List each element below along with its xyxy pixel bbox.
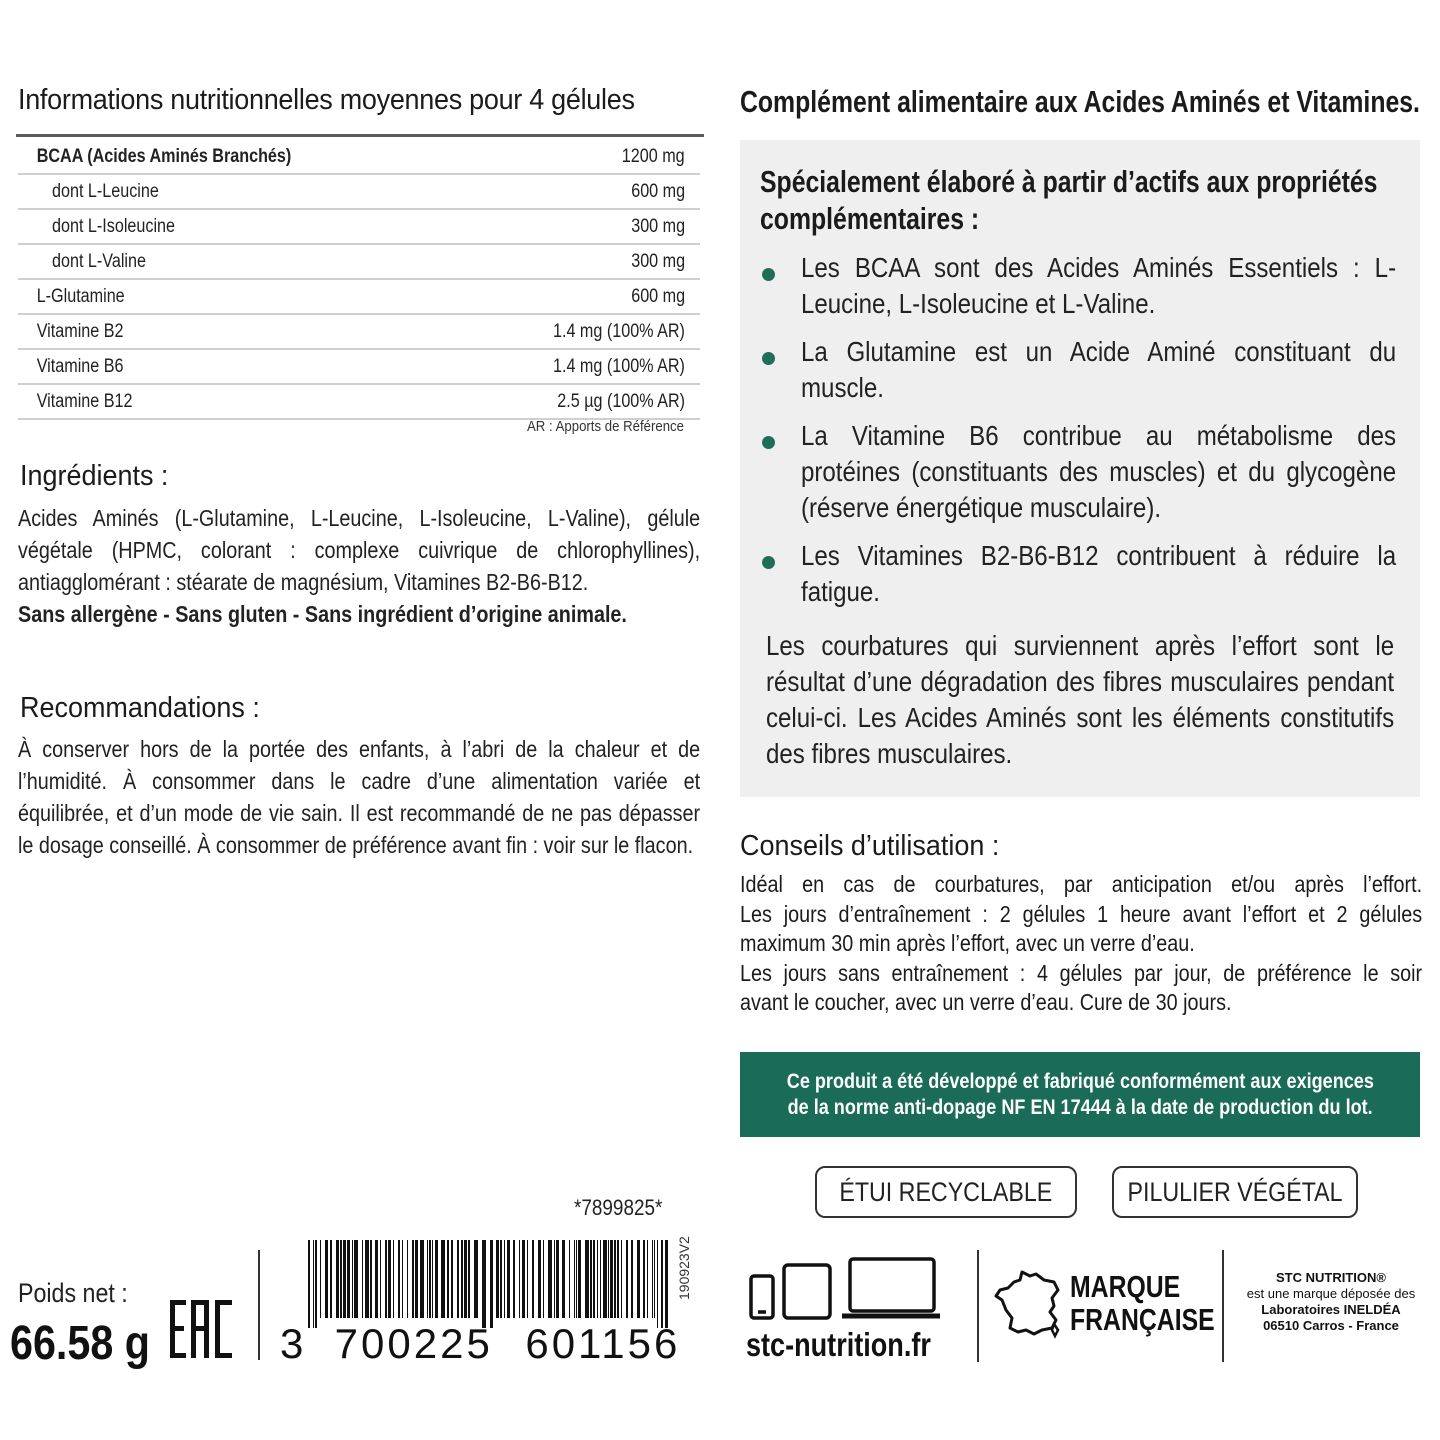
barcode-bar <box>504 1240 505 1318</box>
nutrition-label: dont L-Leucine <box>52 180 159 202</box>
barcode-bar <box>380 1240 381 1318</box>
barcode-bar <box>393 1240 394 1318</box>
barcode-bar <box>631 1240 633 1318</box>
barcode-bar <box>336 1240 339 1318</box>
list-item <box>762 418 1396 526</box>
nutrition-row-b6 <box>18 350 700 385</box>
barcode-bar <box>415 1240 418 1318</box>
banner-line: de la norme anti-dopage NF EN 17444 à la date de production du lot. <box>787 1095 1373 1119</box>
nutrition-row-valine <box>18 245 700 280</box>
barcode-bar <box>513 1240 515 1318</box>
benefits-heading: Spécialement élaboré à partir d’actifs aux propriétés complémentaires : <box>760 164 1378 236</box>
barcode-bar <box>522 1240 525 1318</box>
usage-line: maximum 30 min après l’effort, avec un verre d’eau. <box>740 930 1195 956</box>
barcode-bar <box>474 1240 478 1318</box>
product-title: Complément alimentaire aux Acides Aminés et Vitamines. <box>740 84 1420 119</box>
net-weight-value: 66.58 g <box>10 1317 150 1370</box>
barcode-bar <box>597 1240 598 1318</box>
divider <box>1222 1250 1224 1362</box>
badge-label: ÉTUI RECYCLABLE <box>839 1176 1053 1207</box>
french-brand-line: MARQUE <box>1070 1269 1181 1304</box>
barcode-bar <box>354 1240 358 1318</box>
nutrition-value: 1.4 mg (100% AR) <box>552 355 685 377</box>
french-brand-label <box>1070 1270 1215 1336</box>
barcode-bar <box>490 1240 493 1328</box>
usage-section <box>740 870 1422 1018</box>
barcode-bar <box>538 1240 541 1318</box>
barcode-bar <box>370 1240 372 1318</box>
anti-doping-banner <box>740 1052 1420 1137</box>
barcode-bar <box>600 1240 601 1318</box>
reference-intake-note: AR : Apports de Référence <box>526 418 684 435</box>
bullet-dot-icon <box>762 436 775 449</box>
recommendations-heading: Recommandations : <box>20 692 260 724</box>
nutrition-label: Vitamine B12 <box>36 390 133 412</box>
nutrition-label: dont L-Valine <box>52 250 146 272</box>
barcode-bar <box>507 1240 510 1318</box>
eac-logo-icon <box>170 1300 232 1358</box>
french-brand-line: FRANÇAISE <box>1070 1302 1215 1337</box>
barcode-bar <box>608 1240 609 1318</box>
barcode-bar <box>461 1240 463 1318</box>
ingredients-section <box>18 502 700 630</box>
barcode-bar <box>429 1240 431 1318</box>
nutrition-label: dont L-Isoleucine <box>52 215 176 237</box>
nutrition-label: BCAA (Acides Aminés Branchés) <box>36 145 292 167</box>
nutrition-row-isoleucine <box>18 210 700 245</box>
france-map-icon <box>992 1268 1064 1340</box>
barcode-bar <box>532 1240 534 1318</box>
nutrition-title-rule <box>16 134 704 137</box>
badge-label: PILULIER VÉGÉTAL <box>1127 1176 1343 1207</box>
bullet-text: La Glutamine est un Acide Aminé constituant du muscle. <box>801 336 1397 403</box>
barcode-bar <box>347 1240 350 1318</box>
company-address: 06510 Carros - France <box>1263 1318 1399 1333</box>
usage-line: Idéal en cas de courbatures, par anticipation et/ou après l’effort. <box>740 871 1423 897</box>
recyclable-badge <box>815 1166 1077 1218</box>
barcode-bar <box>482 1240 486 1328</box>
barcode-bar <box>398 1240 400 1318</box>
barcode-bar <box>388 1240 391 1318</box>
barcode-bar <box>661 1240 663 1328</box>
list-item <box>762 250 1396 322</box>
barcode-bar <box>340 1240 342 1318</box>
barcode-bar <box>665 1240 668 1328</box>
barcode-bar <box>610 1240 613 1318</box>
vegetal-pillbox-badge <box>1112 1166 1358 1218</box>
barcode-top-code: *7899825* <box>574 1195 663 1220</box>
nutrition-title: Informations nutritionnelles moyennes pour 4 gélules <box>18 84 635 116</box>
nutrition-value: 600 mg <box>630 180 685 202</box>
barcode-bar <box>562 1240 565 1318</box>
net-weight-label: Poids net : <box>18 1278 128 1308</box>
barcode-bar <box>457 1240 459 1318</box>
benefits-list <box>762 250 1396 622</box>
barcode-bar <box>556 1240 559 1318</box>
barcode-bar <box>593 1240 595 1318</box>
nutrition-row-b12 <box>18 385 700 420</box>
barcode-bar <box>432 1240 433 1318</box>
banner-line: Ce produit a été développé et fabriqué conformément aux exigences <box>786 1069 1374 1093</box>
barcode-bar <box>500 1240 502 1318</box>
barcode-bar <box>313 1240 314 1328</box>
barcode-bar <box>427 1240 428 1318</box>
barcode-bar <box>548 1240 552 1318</box>
barcode-bar <box>385 1240 387 1318</box>
barcode-bar <box>343 1240 346 1318</box>
barcode-bar <box>468 1240 470 1318</box>
nutrition-value: 1.4 mg (100% AR) <box>552 320 685 342</box>
recommendations-section <box>18 733 700 861</box>
barcode-bar <box>590 1240 592 1318</box>
nutrition-value: 1200 mg <box>621 145 685 167</box>
barcode-bar <box>603 1240 607 1318</box>
barcode-bar <box>402 1240 403 1318</box>
barcode-bar <box>637 1240 640 1318</box>
barcode-bar <box>574 1240 575 1318</box>
nutrition-label: L-Glutamine <box>36 285 125 307</box>
usage-heading: Conseils d’utilisation : <box>740 830 1000 862</box>
barcode-bar <box>320 1240 321 1318</box>
divider <box>977 1250 979 1362</box>
usage-line: avant le coucher, avec un verre d’eau. Cure de 30 jours. <box>740 989 1232 1015</box>
bullet-dot-icon <box>762 268 775 281</box>
barcode-bar <box>315 1240 317 1328</box>
ingredients-text: Acides Aminés (L-Glutamine, L-Leucine, L-Isoleucine, L-Valine), gélule végétale (HPMC, colorant : complexe cuivrique de chlorophyllines), antiagglomérant : stéarate de magnésium, Vitamines B2-B6-B12. <box>18 505 701 595</box>
list-item <box>762 538 1396 610</box>
usage-line: Les jours d’entraînement : 2 gélules 1 heure avant l’effort et 2 gélules <box>740 900 1423 927</box>
barcode-bar <box>352 1240 353 1318</box>
barcode-bar <box>554 1240 555 1318</box>
ingredients-claims: Sans allergène - Sans gluten - Sans ingrédient d’origine animale. <box>18 601 627 627</box>
devices-icon <box>748 1256 940 1324</box>
usage-line: Les jours sans entraînement : 4 gélules par jour, de préférence le soir <box>740 959 1423 986</box>
recommendations-text: À conserver hors de la portée des enfants, à l’abri de la chaleur et de l’humidité. À consommer dans le cadre d’une alimentation variée et équilibrée, et d’un mode de vie sain. Il est recommandé de ne pas dépasser le dosage conseillé. À consommer de préférence avant fin : voir sur le flacon. <box>18 736 701 858</box>
nutrition-table <box>18 140 700 420</box>
barcode-bar <box>420 1240 424 1318</box>
barcode-number <box>280 1320 681 1368</box>
nutrition-value: 2.5 µg (100% AR) <box>556 390 685 412</box>
barcode-bar <box>621 1240 622 1318</box>
barcode-bar <box>578 1240 581 1318</box>
barcode-bar <box>543 1240 544 1318</box>
barcode-bar <box>617 1240 619 1318</box>
barcode-bar <box>308 1240 310 1328</box>
nutrition-row-bcaa <box>18 140 700 175</box>
barcode-bar <box>569 1240 570 1318</box>
benefits-paragraph-text: Les courbatures qui surviennent après l’effort sont le résultat d’une dégradation des fibres musculaires pendant celui-ci. Les Acides Aminés sont les éléments constitutifs des fibres musculaires. <box>766 630 1395 769</box>
nutrition-label: Vitamine B6 <box>36 355 124 377</box>
barcode-digit-group: 700225 <box>334 1320 493 1367</box>
barcode-bar <box>519 1240 520 1318</box>
barcode-bar <box>626 1240 628 1318</box>
benefits-paragraph <box>766 628 1394 772</box>
barcode-bar <box>451 1240 453 1318</box>
divider <box>258 1250 260 1360</box>
lot-code: 190923V2 <box>676 1236 692 1300</box>
barcode-bar <box>407 1240 408 1318</box>
barcode-bar <box>447 1240 449 1318</box>
nutrition-value: 300 mg <box>630 250 685 272</box>
company-lab: Laboratoires INELDÉA <box>1261 1302 1401 1317</box>
barcode-bar <box>654 1240 655 1318</box>
barcode-bar <box>325 1240 328 1318</box>
barcode-digit-group: 3 <box>280 1320 307 1367</box>
barcode-bar <box>365 1240 369 1318</box>
barcode-bar <box>441 1240 445 1318</box>
bullet-text: Les BCAA sont des Acides Aminés Essentiels : L-Leucine, L-Isoleucine et L-Valine. <box>801 252 1397 319</box>
nutrition-row-glutamine <box>18 280 700 315</box>
website-link[interactable]: stc-nutrition.fr <box>746 1326 931 1363</box>
list-item <box>762 334 1396 406</box>
barcode-bar <box>647 1240 648 1318</box>
barcode-bar <box>496 1240 499 1318</box>
bullet-text: Les Vitamines B2-B6-B12 contribuent à réduire la fatigue. <box>801 540 1397 607</box>
nutrition-row-b2 <box>18 315 700 350</box>
barcode-bar <box>652 1240 653 1318</box>
barcode-bar <box>412 1240 414 1318</box>
barcode-digit-group: 601156 <box>525 1320 681 1367</box>
barcode-bar <box>643 1240 645 1318</box>
bullet-text: La Vitamine B6 contribue au métabolisme des protéines (constituants des muscles) et du glycogène (réserve énergétique musculaire). <box>801 420 1397 523</box>
nutrition-value: 600 mg <box>630 285 685 307</box>
nutrition-value: 300 mg <box>630 215 685 237</box>
ingredients-heading: Ingrédients : <box>20 460 169 492</box>
bullet-dot-icon <box>762 556 775 569</box>
barcode-bar <box>362 1240 363 1318</box>
company-sub: est une marque déposée des <box>1246 1286 1416 1301</box>
nutrition-label: Vitamine B2 <box>36 320 124 342</box>
barcode-bar <box>576 1240 577 1318</box>
barcode-bar <box>614 1240 616 1318</box>
barcode-bar <box>657 1240 658 1328</box>
barcode-bar <box>585 1240 589 1318</box>
nutrition-row-leucine <box>18 175 700 210</box>
barcode-bar <box>527 1240 528 1318</box>
bullet-dot-icon <box>762 352 775 365</box>
barcode-bar <box>330 1240 332 1318</box>
company-brand: STC NUTRITION® <box>1276 1270 1386 1285</box>
company-info <box>1238 1270 1424 1334</box>
barcode-icon <box>308 1240 670 1328</box>
barcode-bar <box>435 1240 438 1318</box>
barcode-bar <box>375 1240 378 1318</box>
barcode-bar <box>464 1240 467 1318</box>
